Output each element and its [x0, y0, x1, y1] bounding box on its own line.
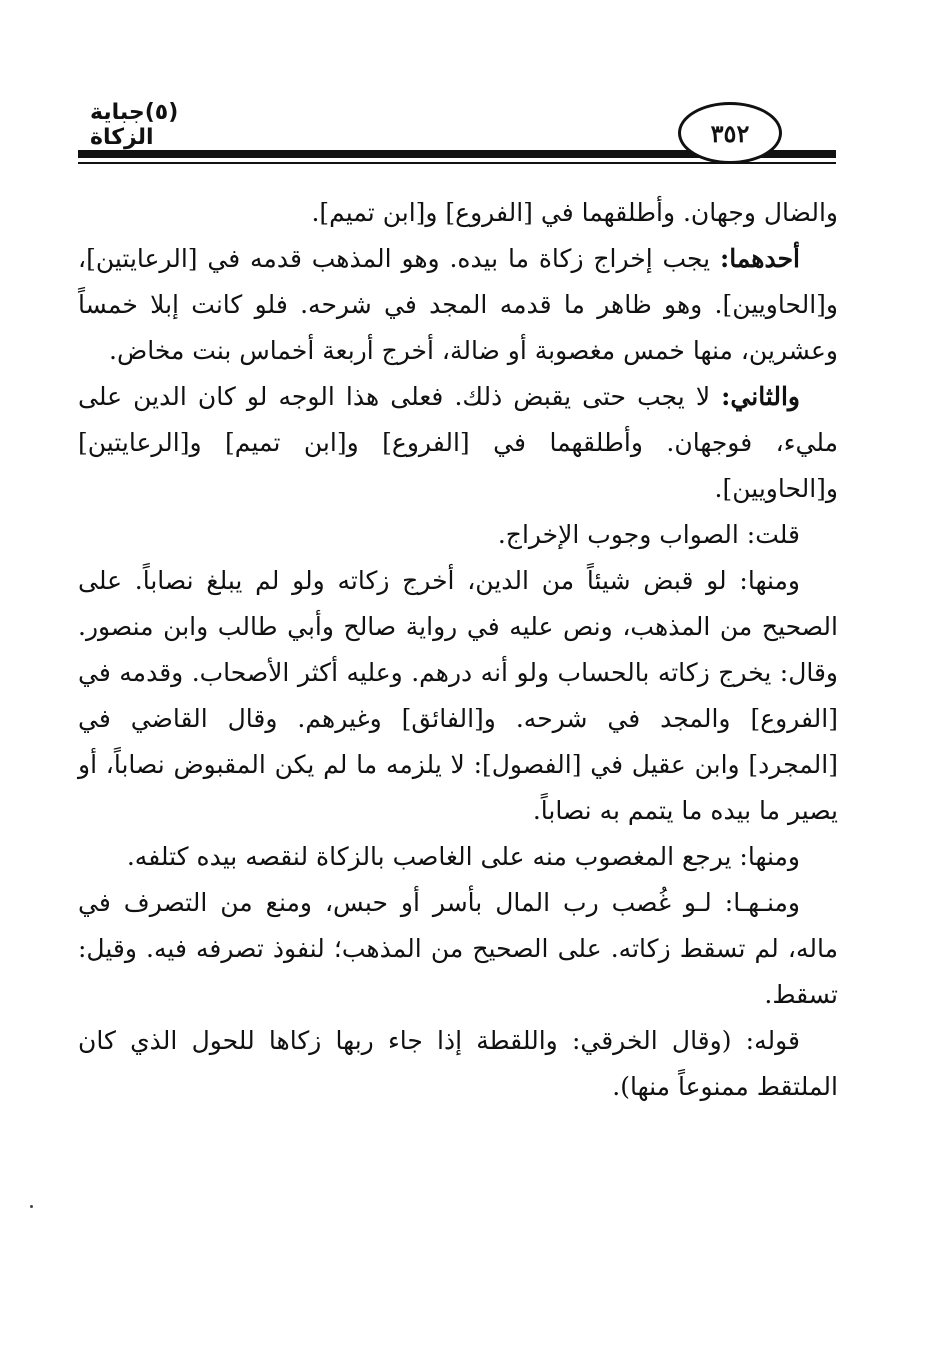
paragraph [78, 1018, 838, 1110]
paragraph-text: لا يجب حتى يقبض ذلك. فعلى هذا الوجه لو كان الدين على مليء، فوجهان. وأطلقهما في [الفروع] و[ابن تميم] و[الرعايتين] و[الحاويين]. [78, 382, 838, 503]
paragraph-text: يجب إخراج زكاة ما بيده. وهو المذهب قدمه في [الرعايتين]، و[الحاويين]. وهو ظاهر ما قدمه المجد في شرحه. فلو كانت إبلا خمساً وعشرين، منها خمس مغصوبة أو ضالة، أخرج أربعة أخماس بنت مخاض. [78, 244, 838, 365]
scan-speck [30, 1205, 33, 1208]
page-header [0, 0, 945, 175]
paragraph-lead: والثاني: [721, 382, 800, 411]
paragraph-text: قلت: الصواب وجوب الإخراج. [497, 520, 800, 549]
paragraph [78, 512, 838, 558]
paragraph-lead: أحدهما: [719, 244, 800, 273]
paragraph [78, 374, 838, 512]
paragraph [78, 880, 838, 1018]
paragraph [78, 236, 838, 374]
paragraph-text: قوله: (وقال الخرقي: واللقطة إذا جاء ربها زكاها للحول الذي كان الملتقط ممنوعاً منها). [78, 1026, 838, 1101]
page-number: ٣٥٢ [678, 102, 782, 164]
paragraph-text: ومنها: يرجع المغصوب منه على الغاصب بالزكاة لنقصه بيده كتلفه. [126, 842, 800, 871]
paragraph [78, 834, 838, 880]
body-text [78, 190, 838, 1110]
paragraph [78, 190, 838, 236]
paragraph-text: والضال وجهان. وأطلقهما في [الفروع] و[ابن تميم]. [311, 198, 838, 227]
running-title: (٥)جباية الزكاة [90, 100, 179, 150]
paragraph-text: ومنـهـا: لـو غُصب رب المال بأسر أو حبس، ومنع من التصرف في ماله، لم تسقط زكاته. على الصحيح من المذهب؛ لنفوذ تصرفه فيه. وقيل: تسقط. [78, 888, 838, 1009]
paragraph [78, 558, 838, 834]
paragraph-text: ومنها: لو قبض شيئاً من الدين، أخرج زكاته ولو لم يبلغ نصاباً. على الصحيح من المذهب، ونص عليه في رواية صالح وأبي طالب وابن منصور. وقال: يخرج زكاته بالحساب ولو أنه درهم. وعليه أكثر الأصحاب. وقدمه في [الفروع] والمجد في شرحه. و[الفائق] وغيرهم. وقال القاضي في [المجرد] وابن عقيل في [الفصول]: لا يلزمه ما لم يكن المقبوض نصاباً، أو يصير ما بيده ما يتمم به نصاباً. [78, 566, 838, 825]
